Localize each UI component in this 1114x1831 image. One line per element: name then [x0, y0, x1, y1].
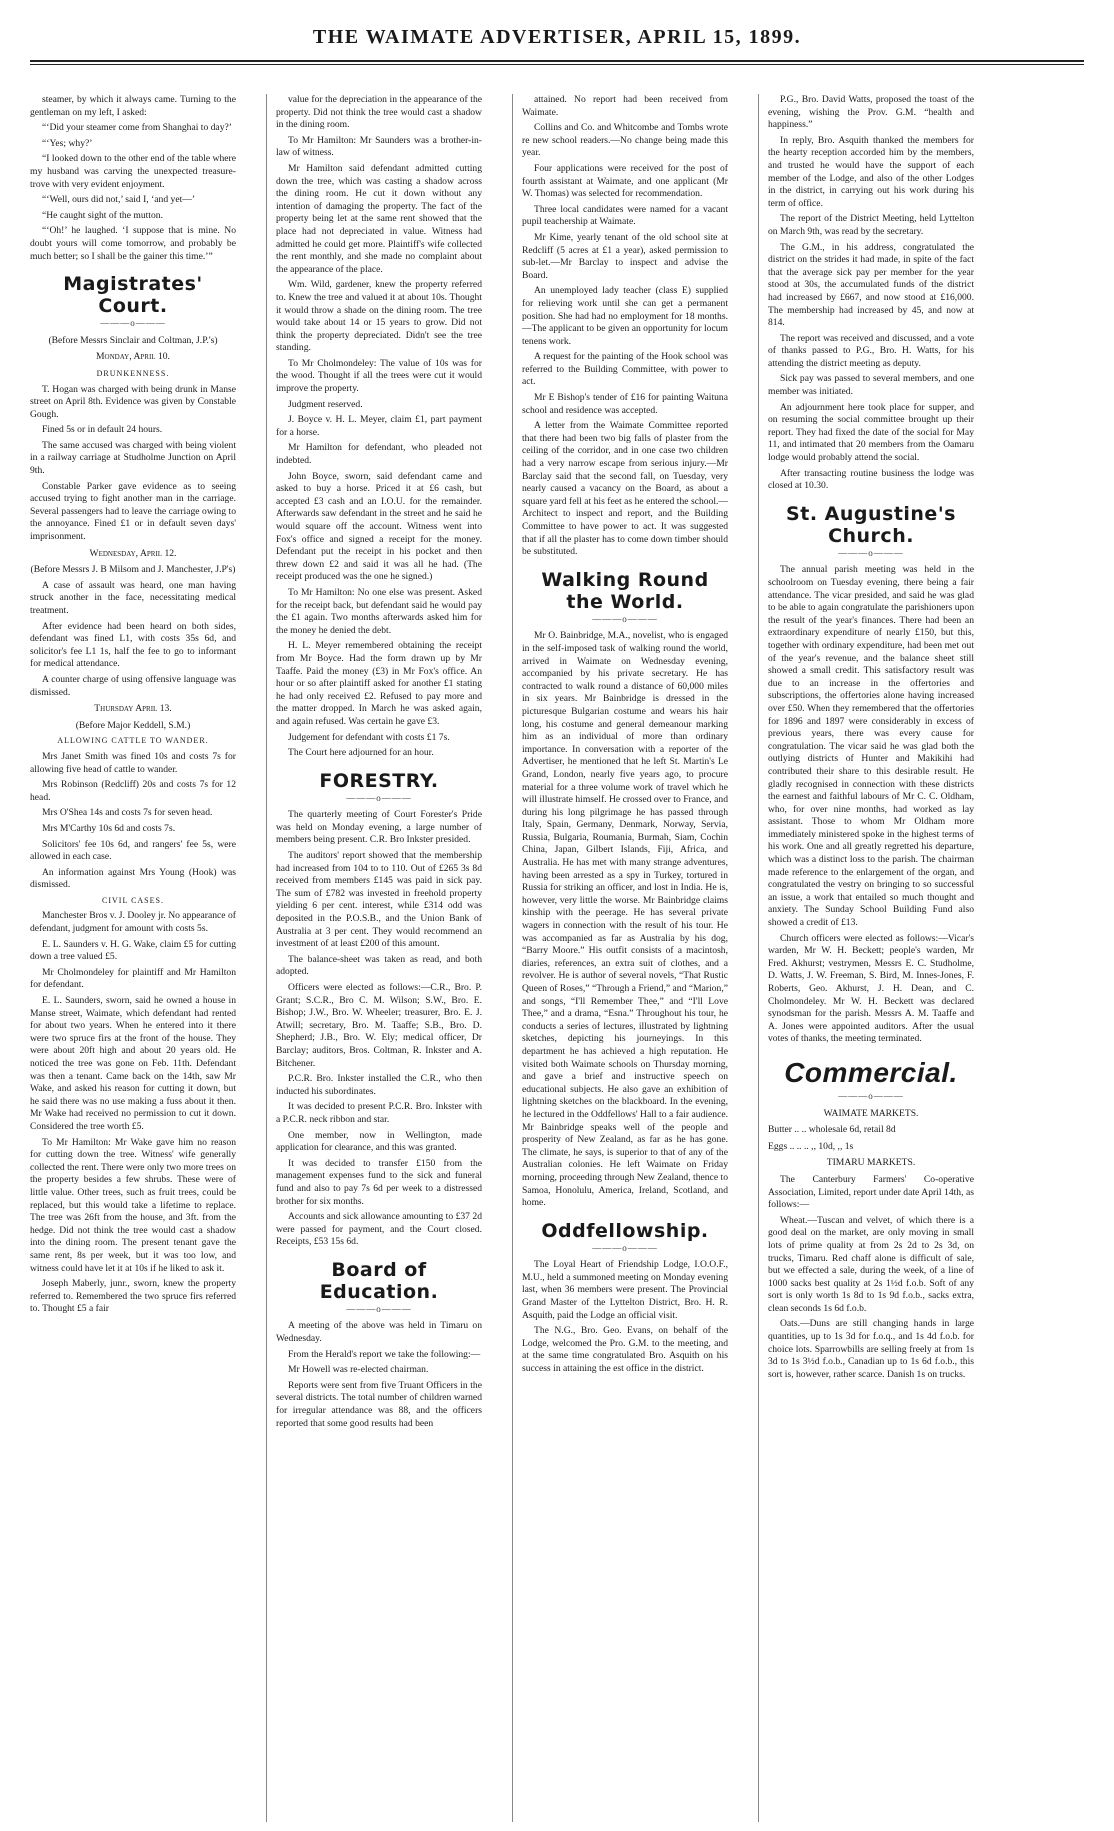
paragraph: Mr O. Bainbridge, M.A., novelist, who is engaged in the self-imposed task of walking round the world, arrived in Waimate on Wednesday evening, accompanied by his private secretary. He has contracted to walk round a distance of 60,000 miles in six years. Mr Bainbridge is dressed in the picturesque Bulgarian costume and wears his hair long, his costume and general demeanour marking him as an individual of more than ordinary importance. In conversation with a reporter of the Advertiser, he mentioned that he left St. Martin's Le Grand, London, nearly five years ago, to procure material for a three volume work of travel which he will illustrate himself. He crossed over to France, and during his long pilgrimage he has passed through Italy, Spain, Germany, Denmark, Norway, Servia, Russia, Bulgaria, Roumania, Burmah, Siam, Cochin China, Japan, Gilbert Islands, Fiji, Africa, and Australia. He has met with many strange adventures, having been arrested as a spy in Turkey, tortured in Russia for striking an officer, and lost in India. He is, however, very little the worse. Mr Bainbridge claims kinship with the peerage. He has several private wagers in connection with the result of his tour. He was accompanied as far as Australia by his dog, “Barry Moore.” His outfit consists of a macintosh, diaries, references, an extra suit of clothes, and a revolver. He is author of several novels, “That Rustic Queen of Roses,” “Through a Friend,” and “Marion,” and songs, “I'll Remember Thee,” and “I'll Love Thee,” and a drama, “Esna.” Throughout his tour, he conducts a series of lectures, illustrated by lightning sketches, depicting his journeyings. In this department he has achieved a high reputation. He visited both Waimate schools on Thursday morning, and gave a brief and instructive speech on educational subjects. He also gave an exhibition of lightning sketches on the blackboard. In the evening, he lectured in the Oddfellows' Hall to a fair audience. Mr Bainbridge speaks well of the people and prosperity of New Zealand, as far as he has gone. The climate, he says, is superior to that of any of the Australian colonies. He left Waimate on Friday morning, proceeding through New Zealand, thence to Samoa, Honolulu, America, Ireland, Scotland, and home. [522, 630, 728, 1209]
column-2 [276, 94, 482, 1822]
paragraph: Mr Cholmondeley for plaintiff and Mr Hamilton for defendant. [30, 966, 236, 991]
sitting-date: Thursday April 13. [94, 703, 172, 715]
paragraph: From the Herald's report we take the following:— [288, 1348, 481, 1360]
ornament-divider: ———o——— [346, 792, 412, 803]
paragraph: The report was received and discussed, and a vote of thanks passed to P.G., Bro. H. Watts, for his attending the district meeting as deputy. [768, 332, 974, 369]
paragraph: steamer, by which it always came. Turning to the gentleman on my left, I asked: [30, 94, 236, 118]
market-heading-waimate: WAIMATE MARKETS. [823, 1107, 919, 1119]
subheading: ALLOWING CATTLE TO WANDER. [57, 736, 209, 746]
paragraph: An information against Mrs Young (Hook) was dismissed. [30, 866, 236, 891]
paragraph: Mrs Robinson (Redcliff) 20s and costs 7s for 12 head. [30, 779, 236, 803]
paragraph: One member, now in Wellington, made application for clearance, and this was granted. [276, 1129, 482, 1154]
market-price-butter: Butter .. .. wholesale 6d, retail 8d [768, 1124, 896, 1136]
paragraph: To Mr Hamilton: Mr Wake gave him no reason for cutting down the tree. Witness' wife generally collected the rent. There were only two more trees on the property besides a few shrubs. These were of little value. Other trees, such as fruit trees, could be replaced, but this would take a lifetime to replace. The tree was 26ft from the house, and 3ft. from the hedge. Did not think the tree would cast a shadow into the dining room. The present tenant gave the same rent, 8s per week, but it was too low, and witness could have let it at 10s if he liked to ask it. [30, 1136, 236, 1274]
paragraph: It was decided to transfer £150 from the management expenses fund to the sick and funeral fund and also to pay 7s 6d per week to a distressed brother for six months. [276, 1157, 482, 1207]
paragraph: Judgement for defendant with costs £1 7s. [288, 731, 450, 743]
section-heading-walking-round-the-world: Walking Round the World. [541, 568, 709, 613]
ornament-divider: ———o——— [592, 613, 658, 624]
ornament-divider: ———o——— [100, 318, 166, 329]
paragraph: A letter from the Waimate Committee reported that there had been two big falls of plaster from the ceiling of the corridor, and in one case two children had a very narrow escape from serious injury.—Mr Barclay said that the second fall, on Tuesday, very nearly caused a vacancy on the Board, as about a square yard fell at his feet as he entered the school.—Architect to inspect and report, and the Building Committee to have power to act. It was suggested that if all the plaster has to come down timber should be substituted. [522, 420, 728, 558]
bench-note: (Before Major Keddell, S.M.) [75, 719, 191, 731]
paragraph: Church officers were elected as follows:—Vicar's warden, Mr W. H. Beckett; people's warden, Mr Fred. Akhurst; vestrymen, Messrs E. C. Studholme, D. Watts, J. W. Freeman, S. Bird, M. Innes-Jones, F. Roberts, Geo. Akhurst, J. H. Dean, and C. Cholmondeley. Mr W. H. Beckett was declared synodsman for the parish. Messrs A. M. Taaffe and A. Jones were appointed auditors. After the usual votes of thanks, the meeting terminated. [768, 932, 974, 1045]
paragraph: attained. No report had been received from Waimate. [522, 94, 728, 118]
column-4 [768, 94, 974, 1822]
bench-note: (Before Messrs J. B Milsom and J. Manchester, J.P's) [30, 564, 236, 576]
ornament-divider: ———o——— [838, 1090, 904, 1101]
paragraph: Oats.—Duns are still changing hands in large quantities, up to 1s 3d for f.o.q., and 1s 4d f.o.b. for choice lots. Sparrowbills are selling freely at from 1s 3d to 1s 3½d f.o.b., Canadian up to 1s 6d f.o.b., this sort is, however, rather scarce. Danish 1s on trucks. [768, 1318, 974, 1380]
paragraph: Reports were sent from five Truant Officers in the several districts. The total number of children warned for irregular attendance was 88, and the officers reported that some good results had been [276, 1379, 482, 1429]
paragraph: Three local candidates were named for a vacant pupil teachership at Waimate. [522, 203, 728, 228]
paragraph: Mrs Janet Smith was fined 10s and costs 7s for allowing five head of cattle to wander. [30, 750, 236, 775]
paragraph: The N.G., Bro. Geo. Evans, on behalf of the Lodge, welcomed the Pro. G.M. to the meeting, and at the same time congratulated Bro. Asquith on his success in attaining the est office in the district. [522, 1325, 728, 1375]
paragraph: The Canterbury Farmers' Co-operative Association, Limited, report under date April 14th, as follows:— [768, 1173, 974, 1211]
paragraph: Manchester Bros v. J. Dooley jr. No appearance of defendant, judgment for amount with costs 5s. [30, 910, 236, 935]
paragraph: Joseph Maberly, junr., sworn, knew the property referred to. Remembered the two spruce firs referred to. Thought £5 a fair [30, 1278, 236, 1315]
paragraph: John Boyce, sworn, said defendant came and asked to buy a horse. Priced it at £6 cash, but accepted £3 cash and an I.O.U. for the remainder. Afterwards saw defendant in the street and he said he would square off the account. Witness went into Fox's office and signed a receipt for the money. Defendant put the receipt in his pocket and then threw down £2 and said it was all he had. (The receipt produced was the one he signed.) [276, 470, 482, 583]
paragraph: Officers were elected as follows:—C.R., Bro. P. Grant; S.C.R., Bro C. M. Wilson; S.W., Bro. E. Bishop; J.W., Bro. W. Wheeler; treasurer, Bro. E. J. Atwill; secretary, Bro. M. Taaffe; S.B., Bro. D. Shepherd; J.B., Bro. W. Ely; medical officer, Dr Barclay; auditors, Bros. Coltman, R. Inkster and A. Bitchener. [276, 982, 482, 1069]
paragraph: After evidence had been heard on both sides, defendant was fined L1, with costs 35s 6d, and solicitor's fee L1 1s, half the fee to go to informant for medical attendance. [30, 620, 236, 670]
paragraph: P.G., Bro. David Watts, proposed the toast of the evening, wishing the Prov. G.M. “health and happiness.” [768, 94, 974, 131]
paragraph: An unemployed lady teacher (class E) supplied for relieving work until she can get a permanent position. She had had no employment for 18 months.—The applicant to be given an opportunity for locum tenens work. [522, 285, 728, 347]
paragraph: To Mr Hamilton: No one else was present. Asked for the receipt back, but defendant said he would pay the £1 again. Two months afterwards asked him for the money he denied the debt. [276, 586, 482, 636]
market-heading-timaru: TIMARU MARKETS. [826, 1157, 916, 1169]
market-price-eggs: Eggs .. .. .. ,, 10d, ,, 1s [768, 1140, 854, 1152]
paragraph: “‘Oh!’ he laughed. ‘I suppose that is mine. No doubt yours will come tomorrow, and probably be much better; so I shall be the gainer this time.’” [30, 225, 236, 262]
section-heading-st-augustines-church: St. Augustine's Church. [786, 502, 956, 547]
paragraph: J. Boyce v. H. L. Meyer, claim £1, part payment for a horse. [276, 414, 482, 438]
paragraph: Collins and Co. and Whitcombe and Tombs wrote re new school readers.—No change being made this year. [522, 122, 728, 159]
paragraph: “He caught sight of the mutton. [42, 209, 163, 221]
paragraph: In reply, Bro. Asquith thanked the members for the hearty reception accorded him by the members, and trusted he would have the support of each member of the Lodge, and also of the other Lodges in the district, in carrying out his work during his term of office. [768, 134, 974, 209]
paragraph: A counter charge of using offensive language was dismissed. [30, 673, 236, 698]
section-heading-commercial: Commercial. [784, 1056, 958, 1088]
paragraph: Mr Kime, yearly tenant of the old school site at Redcliff (5 acres at £1 a year), asked permission to sub-let.—Mr Barclay to inspect and advise the Board. [522, 231, 728, 281]
bench-note: (Before Messrs Sinclair and Coltman, J.P.'s) [48, 334, 218, 346]
paragraph: The auditors' report showed that the membership had increased from 104 to to 110. Out of £265 3s 8d received from members £145 was paid in sick pay. The sum of £782 was invested in freehold property yielding 6 per cent. interest, while £314 odd was deposited in the P.O.S.B., and the Union Bank of Australia at 3 per cent. They would recommend an investment of at least £200 of this amount. [276, 850, 482, 950]
paragraph: Mr Howell was re-elected chairman. [288, 1364, 429, 1376]
ornament-divider: ———o——— [346, 1303, 412, 1314]
ornament-divider: ———o——— [592, 1242, 658, 1253]
column-divider [266, 94, 267, 1822]
section-heading-forestry: FORESTRY. [319, 769, 439, 792]
column-1 [30, 94, 236, 1822]
section-heading-magistrates-court: Magistrates' Court. [63, 273, 203, 318]
paragraph: Mrs O'Shea 14s and costs 7s for seven head. [42, 807, 213, 819]
paragraph: Four applications were received for the post of fourth assistant at Waimate, and one applicant (Mr W. Thomas) was selected for recommendation. [522, 162, 728, 200]
paragraph: E. L. Saunders, sworn, said he owned a house in Manse street, Waimate, which defendant had rented for about two years. When he entered into it there were two spruce firs at the front of the house. They were about 20ft high and about 20 years old. He noticed the tree was gone on Feb. 11th. Defendant was then a tenant. Came back on the 14th, saw Mr Wake, and asked his reason for cutting it down, but he said there was no use making a fuss about it then. Mr Wake had received no permission to cut it down. Considered the tree worth £5. [30, 995, 236, 1132]
paragraph: A request for the painting of the Hook school was referred to the Building Committee, with power to act. [522, 351, 728, 388]
paragraph: Wheat.—Tuscan and velvet, of which there is a good deal on the market, are only moving in small lots of prime quality at from 2s 2d to 2s 3d, on trucks, Timaru. Red chaff alone is difficult of sale, but we effected a sale, during the week, of a line of 1000 sacks best quality at 2s 1½d f.o.b. Soft of any sort is only worth 1s 8d to 1s 9d f.o.b., sacks extra, clean seconds 1s 6d f.o.b. [768, 1214, 974, 1314]
paragraph: A meeting of the above was held in Timaru on Wednesday. [276, 1320, 482, 1345]
paragraph: “I looked down to the other end of the table where my husband was carving the unexpected treasure-trove with very evident enjoyment. [30, 153, 236, 190]
paragraph: Constable Parker gave evidence as to seeing accused trying to fight another man in the carriage. Several passengers had to leave the carriage owing to the annoyance. Fined £1 or in default seven days' imprisonment. [30, 480, 236, 543]
section-heading-board-of-education: Board of Education. [319, 1258, 439, 1303]
sitting-date: Wednesday, April 12. [89, 547, 177, 559]
ornament-divider: ———o——— [838, 547, 904, 558]
paragraph: Mrs M'Carthy 10s 6d and costs 7s. [42, 822, 176, 834]
paragraph: “‘Well, ours did not,’ said I, ‘and yet—’ [42, 194, 196, 206]
paragraph: Solicitors' fee 10s 6d, and rangers' fee 5s, were allowed in each case. [30, 838, 236, 863]
paragraph: It was decided to present P.C.R. Bro. Inkster with a P.C.R. neck ribbon and star. [276, 1101, 482, 1125]
paragraph: The Loyal Heart of Friendship Lodge, I.O.O.F., M.U., held a summoned meeting on Monday evening last, when 36 members were present. The Provincial Grand Master of the Lyttelton District, Bro. H. R. Asquith, paid the Lodge an official visit. [522, 1259, 728, 1321]
paragraph: The annual parish meeting was held in the schoolroom on Tuesday evening, there being a fair attendance. The vicar presided, and said he was glad to be able to again congratulate the parishioners upon the result of the year's finances. There had been an extraordinary expenditure of nearly £150, but this, together with ordinary expenditure, had been met out of the year's revenue, and the balance sheet still showed a small credit. This satisfactory result was due to an increase in the offertories and subscriptions, the offertories alone having increased over £50. When they remembered that the offertories for 1896 and 1897 were considerably in excess of previous years, there was every cause for congratulation. The vicar said he was glad both the outlying districts of Hunter and Makikihi had contributed their share to this desirable result. He gladly recognised in connection with these districts the earnest and faithful labours of Mr C. C. Oldham, who, for over nine months, had worked as lay assistant. Those to whom Mr Oldham more immediately ministered spoke in the highest terms of his work. One and all greatly regretted his departure, which was a distinct loss to the parish. The chairman made reference to the enlargement of the organ, and congratulated the vestry on bringing to so successful an issue, a work that entailed so much thought and anxiety. The Sunday School Building Fund also showed a credit of £13. [768, 564, 974, 929]
paragraph: Mr E Bishop's tender of £16 for painting Waituna school and residence was accepted. [522, 392, 728, 416]
paragraph: An adjournment here took place for supper, and on resuming the social committee brought up their report. They had fixed the date of the social for May 11, and intimated that 20 members from the Oamaru lodge would probably attend the social. [768, 401, 974, 464]
paragraph: Judgment reserved. [288, 398, 363, 410]
masthead-rule-thick [30, 60, 1084, 62]
paragraph: Sick pay was passed to several members, and one member was initiated. [768, 373, 974, 398]
paragraph: Mr Hamilton for defendant, who pleaded not indebted. [276, 442, 482, 467]
sitting-date: Monday, April 10. [96, 351, 170, 363]
paragraph: P.C.R. Bro. Inkster installed the C.R., who then inducted his subordinates. [276, 1073, 482, 1097]
paragraph: Mr Hamilton said defendant admitted cutting down the tree, which was casting a shadow across the dining room. He cut it down without any intention of damaging the property. The fact of the property being let at the same rent showed that the place had not depreciated in value. Witness had admitted he could get more. Plaintiff's wife collected the rent monthly, and she made no complaint about the appearance of the place. [276, 162, 482, 275]
paragraph: To Mr Cholmondeley: The value of 10s was for the wood. Thought if all the trees were cut it would improve the property. [276, 357, 482, 395]
paragraph: The G.M., in his address, congratulated the district on the strides it had made, in spite of the fact that the average sick pay per member for the year stood at 30s, the accumulated funds of the district had increased by £667, and now stood at £16,000. The membership had increased by 45, and now at 814. [768, 241, 974, 329]
paragraph: “‘Did your steamer come from Shanghai to day?’ [42, 122, 232, 134]
paragraph: value for the depreciation in the appearance of the property. Did not think the tree would cast a shadow in the dining room. [276, 94, 482, 131]
paragraph: Accounts and sick allowance amounting to £37 2d were passed for payment, and the Court closed. Receipts, £53 15s 6d. [276, 1211, 482, 1248]
masthead-title: THE WAIMATE ADVERTISER, APRIL 15, 1899. [312, 26, 802, 48]
paragraph: The balance-sheet was taken as read, and both adopted. [276, 953, 482, 978]
column-3 [522, 94, 728, 1822]
paragraph: H. L. Meyer remembered obtaining the receipt from Mr Boyce. Had the form drawn up by Mr Taaffe. Paid the money (£3) in Mr Fox's office. An hour or so after plaintiff asked for another £1 stating he had only received £2. Refused to pay more and the matter dropped. In March he was asked again, and again refused. Was certain he gave £3. [276, 640, 482, 727]
paragraph: “‘Yes; why?’ [42, 137, 93, 149]
section-heading-oddfellowship: Oddfellowship. [541, 1219, 709, 1242]
masthead-rule-thin [30, 64, 1084, 65]
paragraph: T. Hogan was charged with being drunk in Manse street on April 8th. Evidence was given by Constable Gough. [30, 383, 236, 420]
paragraph: The same accused was charged with being violent in a railway carriage at Studholme Junction on April 9th. [30, 439, 236, 477]
column-divider [758, 94, 759, 1822]
paragraph: Wm. Wild, gardener, knew the property referred to. Knew the tree and valued it at about 10s. Thought it would throw a shade on the dining room. The tree would take about 14 or 15 years to grow. Did not think the property depreciated. Didn't see the tree standing. [276, 279, 482, 354]
subheading: DRUNKENNESS. [96, 368, 170, 378]
paragraph: E. L. Saunders v. H. G. Wake, claim £5 for cutting down a tree valued £5. [30, 938, 236, 963]
paragraph: The report of the District Meeting, held Lyttelton on March 9th, was read by the secretary. [768, 213, 974, 237]
paragraph: A case of assault was heard, one man having struck another in the face, necessitating medical treatment. [30, 579, 236, 616]
paragraph: Fined 5s or in default 24 hours. [42, 424, 163, 436]
subheading: CIVIL CASES. [102, 895, 164, 905]
paragraph: The Court here adjourned for an hour. [288, 747, 434, 759]
column-divider [512, 94, 513, 1822]
paragraph: The quarterly meeting of Court Forester's Pride was held on Monday evening, a large number of members being present. C.R. Bro Inkster presided. [276, 809, 482, 846]
paragraph: After transacting routine business the lodge was closed at 10.30. [768, 467, 974, 492]
paragraph: To Mr Hamilton: Mr Saunders was a brother-in-law of witness. [276, 134, 482, 159]
